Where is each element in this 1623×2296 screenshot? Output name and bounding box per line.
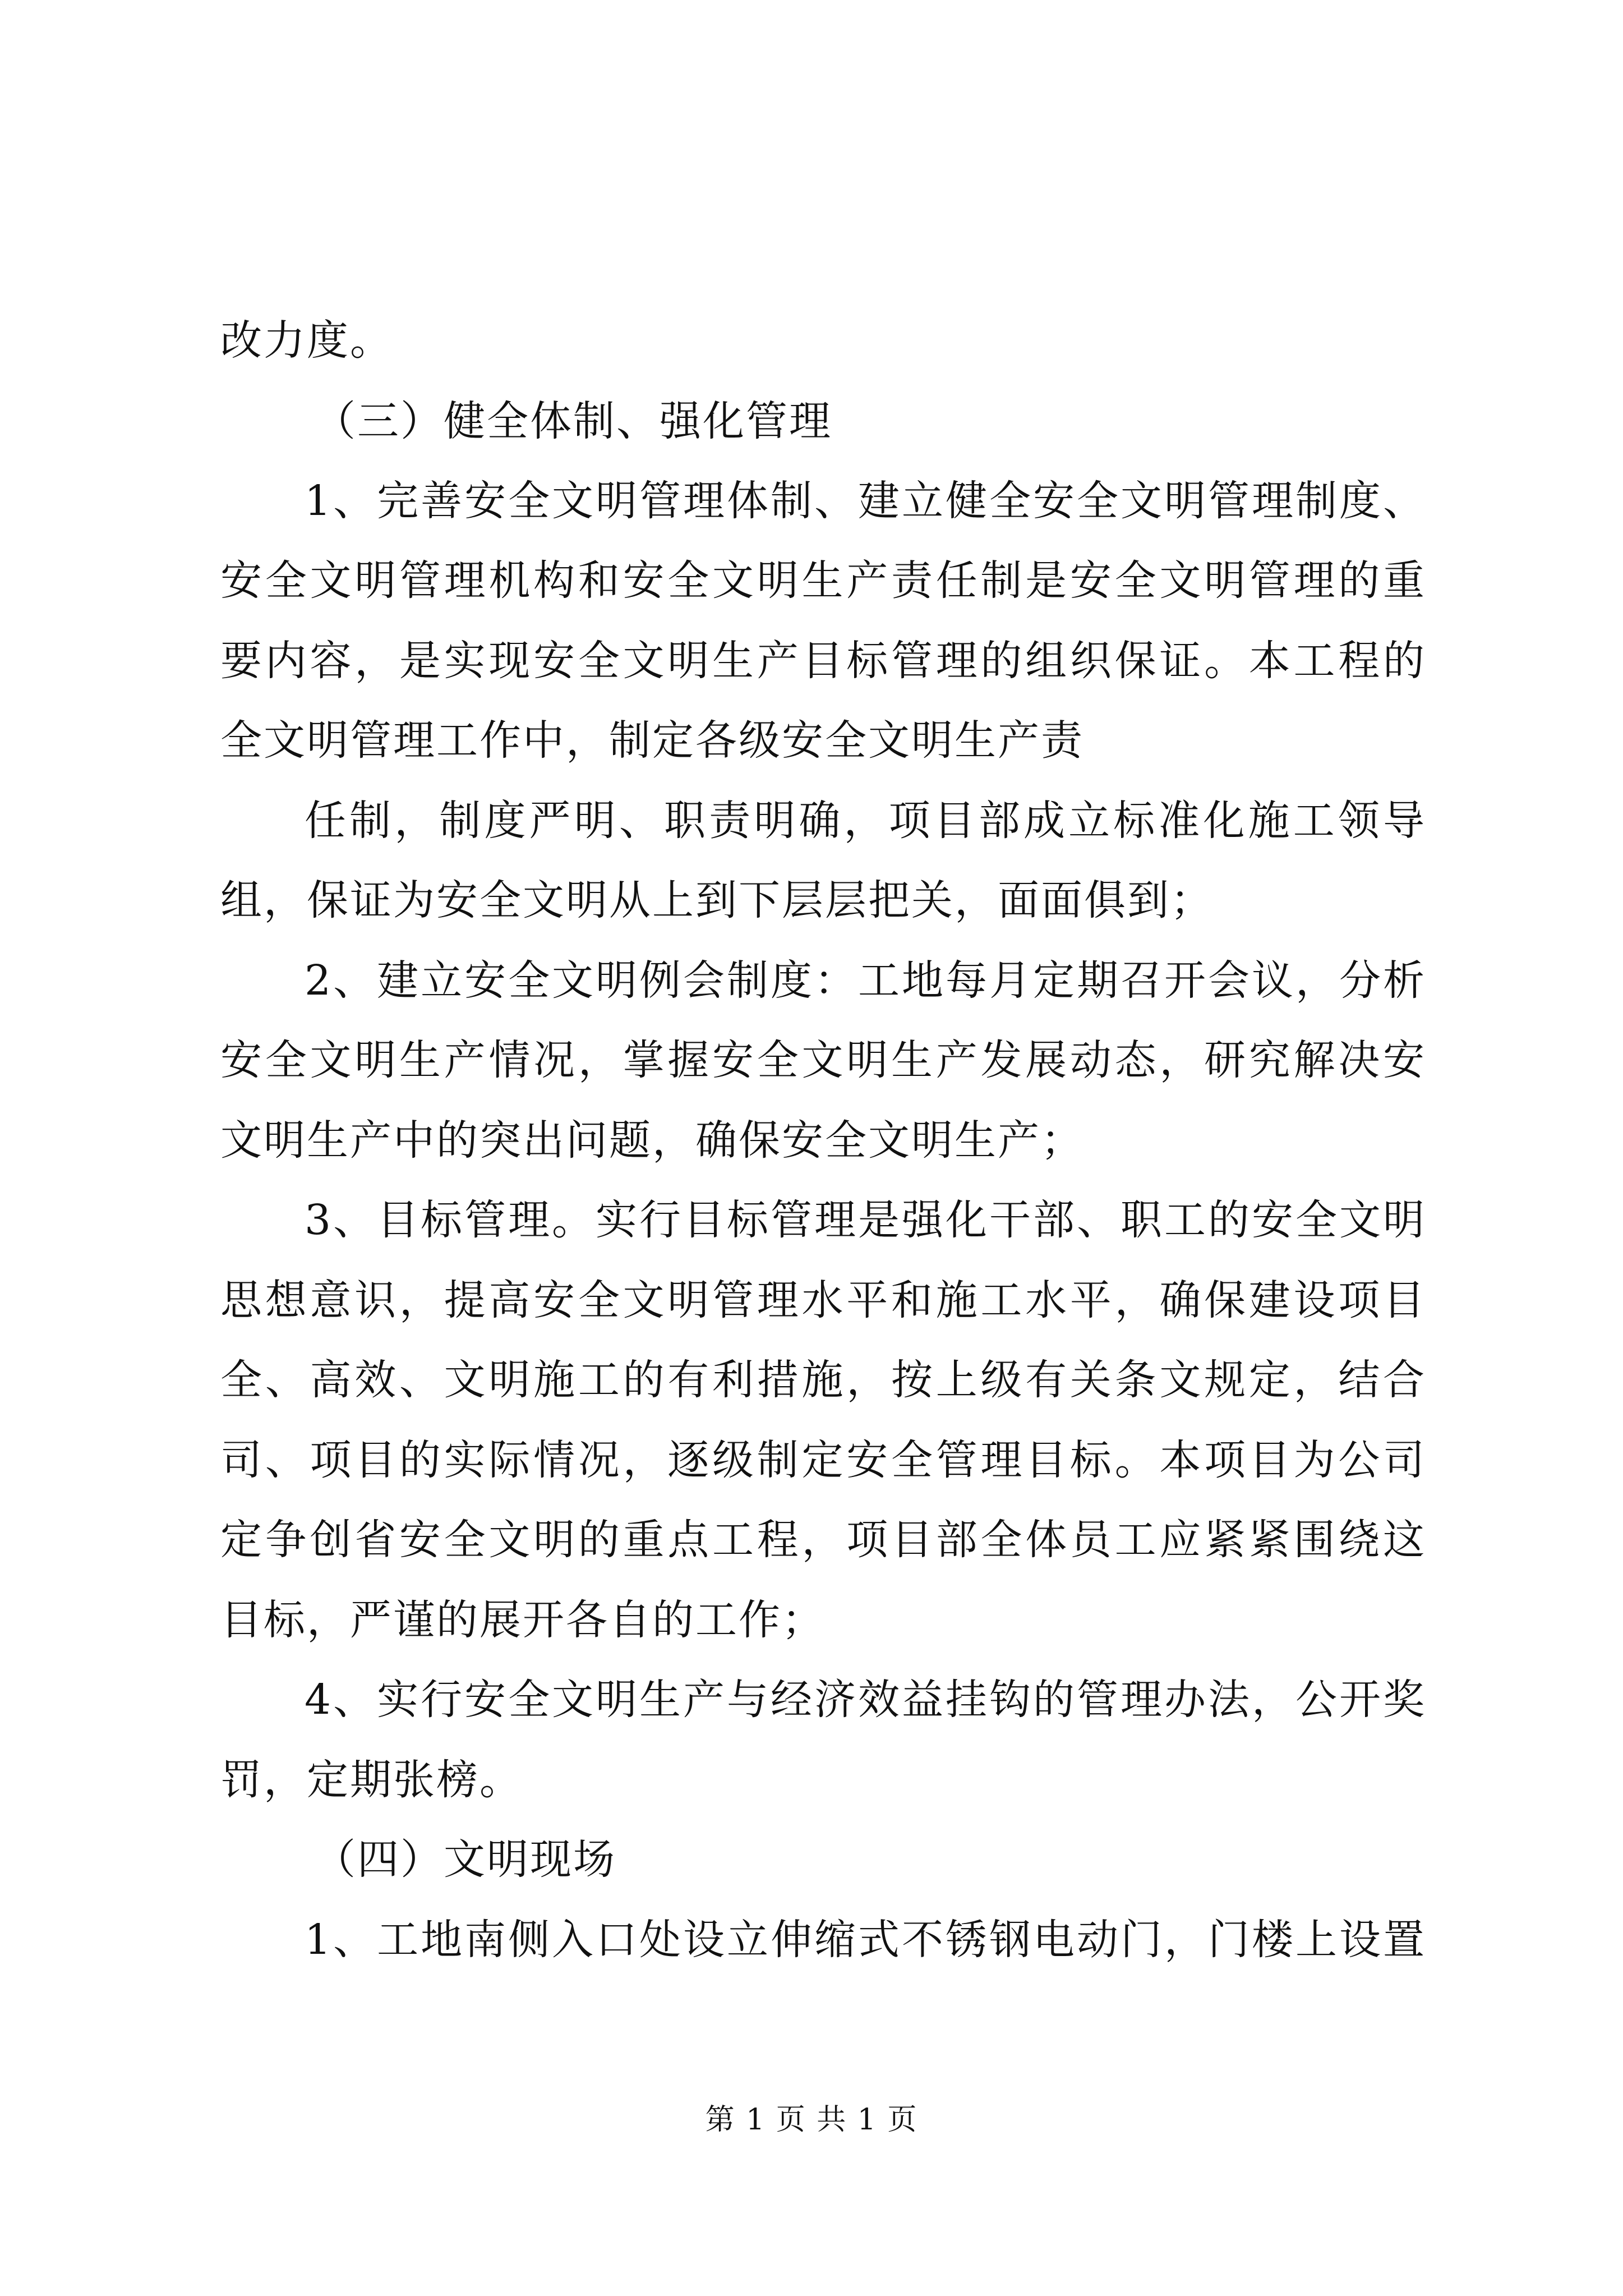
text-line: 安全文明管理机构和安全文明生产责任制是安全文明管理的重 bbox=[220, 556, 1426, 605]
text-line: 任制，制度严明、职责明确，项目部成立标准化施工领导 bbox=[305, 797, 1426, 845]
text-line: 组，保证为安全文明从上到下层层把关，面面俱到； bbox=[220, 876, 1214, 924]
text-line: 司、项目的实际情况，逐级制定安全管理目标。本项目为公司 bbox=[220, 1436, 1426, 1484]
text-line: 文明生产中的突出问题，确保安全文明生产； bbox=[220, 1116, 1084, 1165]
text-line: 罚，定期张榜。 bbox=[220, 1756, 523, 1804]
text-line: 4、实行安全文明生产与经济效益挂钩的管理办法，公开奖 bbox=[305, 1676, 1426, 1724]
section-heading: （三）健全体制、强化管理 bbox=[314, 397, 832, 445]
text-line: 改力度。 bbox=[220, 316, 393, 365]
section-heading: （四）文明现场 bbox=[314, 1835, 616, 1884]
text-line: 3、目标管理。实行目标管理是强化干部、职工的安全文明 bbox=[305, 1196, 1426, 1244]
text-line: 要内容，是实现安全文明生产目标管理的组织保证。本工程的 bbox=[220, 637, 1426, 685]
text-line: 安全文明生产情况，掌握安全文明生产发展动态，研究解决安 bbox=[220, 1036, 1426, 1084]
text-line: 全文明管理工作中，制定各级安全文明生产责 bbox=[220, 716, 1084, 765]
text-line: 1、完善安全文明管理体制、建立健全安全文明管理制度、 bbox=[305, 477, 1426, 525]
text-line: 1、工地南侧入口处设立伸缩式不锈钢电动门，门楼上设置 bbox=[305, 1916, 1426, 1964]
text-line: 思想意识，提高安全文明管理水平和施工水平，确保建设项目 bbox=[220, 1276, 1426, 1324]
text-line: 定争创省安全文明的重点工程，项目部全体员工应紧紧围绕这 bbox=[220, 1516, 1426, 1564]
text-line: 2、建立安全文明例会制度：工地每月定期召开会议，分析 bbox=[305, 956, 1426, 1005]
text-line: 目标，严谨的展开各自的工作； bbox=[220, 1596, 825, 1644]
text-line: 全、高效、文明施工的有利措施，按上级有关条文规定，结合 bbox=[220, 1356, 1426, 1404]
page-number-footer: 第 1 页 共 1 页 bbox=[705, 2103, 918, 2137]
